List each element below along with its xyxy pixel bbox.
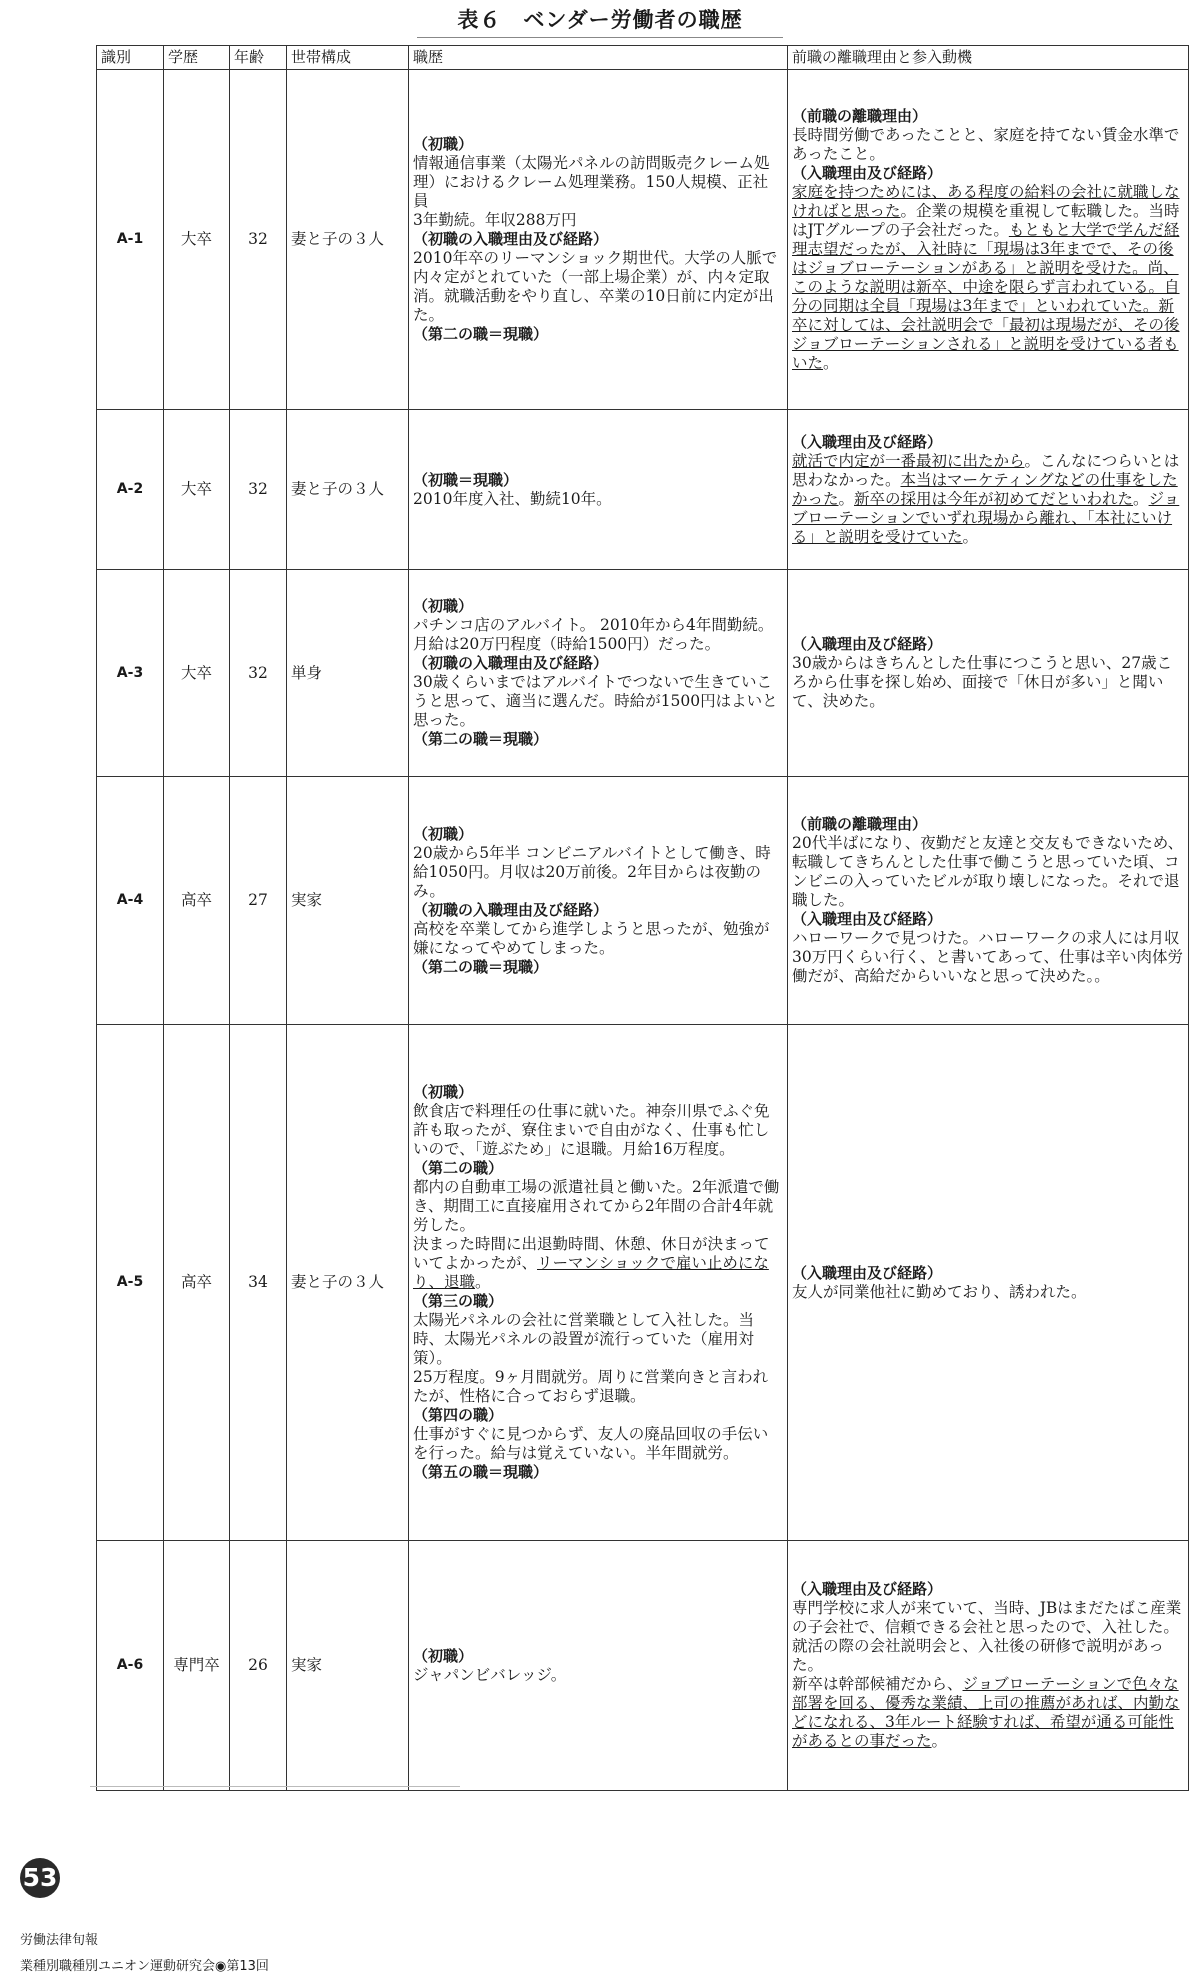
section-heading: （初職の入職理由及び経路）: [413, 900, 609, 919]
publication-name: 労働法律旬報: [20, 1933, 99, 1948]
text-paragraph: [413, 211, 783, 230]
cell-household: 妻と子の３人: [287, 410, 409, 570]
text-run: 。企業の規模を重視して転職した。当時はJTグループの子会社だった。: [792, 201, 1180, 239]
text-paragraph: [792, 183, 1184, 373]
series-title: 業種別職種別ユニオン運動研究会◉第13回: [20, 1959, 269, 1974]
text-paragraph: [413, 1178, 783, 1235]
cell-age: 26: [230, 1541, 287, 1791]
header-age: 年齢: [230, 46, 287, 70]
cell-education: 高卒: [164, 1025, 230, 1541]
text-run: 25万程度。9ヶ月間就労。周りに営業向きと言われたが、性格に合っておらず退職。: [413, 1368, 769, 1405]
cell-reason: [788, 70, 1189, 410]
section-heading: （第四の職）: [413, 1406, 504, 1424]
cell-id: A-3: [97, 570, 164, 777]
cell-household: 実家: [287, 777, 409, 1025]
text-paragraph: [413, 154, 783, 211]
text-run: 2010年卒のリーマンショック期世代。大学の人脈で内々定がとれていた（一部上場企業）が、内々定取消。就職活動をやり直し、卒業の10日前に内定が出た。: [413, 249, 778, 324]
section-heading: （初職）: [413, 824, 474, 843]
section-heading: （前職の離職理由）: [792, 106, 928, 125]
text-paragraph: [413, 249, 783, 325]
table-row: [97, 1025, 1189, 1541]
text-run: 。こんなにつらいとは思わなかった。: [792, 451, 1180, 489]
section-heading: （第二の職＝現職）: [413, 325, 549, 343]
text-run: 決まった時間に出退勤時間、休憩、休日が決まっていてよかったが、: [413, 1235, 770, 1272]
section-heading: （初職）: [413, 1083, 474, 1101]
section-heading: （初職）: [413, 597, 474, 615]
text-run: 。: [838, 489, 855, 508]
header-id: 識別: [97, 46, 164, 70]
text-run: 。: [962, 527, 979, 546]
text-run: 長時間労働であったことと、家庭を持てない賃金水準であったこと。: [792, 125, 1180, 163]
cell-education: 大卒: [164, 570, 230, 777]
cell-career: [409, 70, 788, 410]
cell-household: 実家: [287, 1541, 409, 1791]
section-heading: （入職理由及び経路）: [792, 163, 943, 182]
cell-career: [409, 570, 788, 777]
underlined-text: ジョブローテーションでいずれ現場から離れ、「本社にいける」と説明を受けていた: [792, 489, 1180, 546]
section-heading: （入職理由及び経路）: [792, 1580, 943, 1598]
text-run: 新卒は幹部候補だから、: [792, 1675, 963, 1693]
text-paragraph: [792, 1283, 1184, 1302]
text-run: 飲食店で料理任の仕事に就いた。神奈川県でふぐ免許も取ったが、寮住まいで自由がなく、仕事も忙しいので、「遊ぶため」に退職。月給16万程度。: [413, 1102, 770, 1158]
table-row: [97, 410, 1189, 570]
text-paragraph: [413, 844, 783, 901]
text-paragraph: [413, 920, 783, 958]
cell-education: 高卒: [164, 777, 230, 1025]
cell-age: 32: [230, 410, 287, 570]
text-run: 2010年度入社、勤続10年。: [413, 489, 612, 508]
text-run: パチンコ店のアルバイト。 2010年から4年間勤続。 月給は20万円程度（時給1500円）だった。: [413, 616, 774, 653]
text-run: 就活の際の会社説明会と、入社後の研修で説明があった。: [792, 1637, 1164, 1674]
section-heading: （前職の離職理由）: [792, 815, 928, 833]
cell-reason: [788, 777, 1189, 1025]
cell-reason: [788, 1025, 1189, 1541]
text-run: 都内の自動車工場の派遣社員と働いた。2年派遣で働き、期間工に直接雇用されてから2年間の合計4年就労した。: [413, 1178, 780, 1234]
cell-household: 単身: [287, 570, 409, 777]
text-paragraph: [413, 673, 783, 730]
cell-career: [409, 410, 788, 570]
underlined-text: 新卒の採用は今年が初めてだといわれた: [854, 489, 1134, 508]
section-heading: （第二の職）: [413, 1159, 504, 1177]
text-paragraph: [792, 654, 1184, 711]
text-run: 30歳くらいまではアルバイトでつないで生きていこうと思って、適当に選んだ。時給が1500円はよいと思った。: [413, 673, 778, 729]
text-run: ハローワークで見つけた。ハローワークの求人には月収30万円くらい行く、と書いてあって、仕事は辛い肉体労働だが、高給だからいいなと思って決めた。。: [792, 929, 1183, 985]
cell-education: 大卒: [164, 70, 230, 410]
section-heading: （第五の職＝現職）: [413, 1463, 549, 1481]
page-number-badge: 53: [20, 1858, 60, 1898]
underlined-text: ジョブローテーションで色々な部署を回る、優秀な業績、上司の推薦があれば、内勤などになれる、3年ルート経験すれば、希望が通る可能性があるとの事だった: [792, 1675, 1180, 1750]
cell-id: A-4: [97, 777, 164, 1025]
text-run: 20代半ばになり、夜勤だと友達と交友もできないため、転職してきちんとした仕事で働こうと思っていた頃、コンビニの入っていたビルが取り壊しになった。それで退職した。: [792, 834, 1184, 909]
section-heading: （第二の職＝現職）: [413, 730, 549, 748]
cell-id: A-1: [97, 70, 164, 410]
header-education: 学歴: [164, 46, 230, 70]
cell-career: [409, 1541, 788, 1791]
section-heading: （入職理由及び経路）: [792, 432, 943, 451]
cell-id: A-5: [97, 1025, 164, 1541]
text-paragraph: [792, 126, 1184, 164]
text-paragraph: [792, 1675, 1184, 1751]
section-heading: （入職理由及び経路）: [792, 1263, 943, 1282]
cell-career: [409, 1025, 788, 1541]
underlined-text: 本当はマーケティングなどの仕事をしたかった: [792, 470, 1178, 508]
cell-age: 27: [230, 777, 287, 1025]
section-heading: （入職理由及び経路）: [792, 910, 943, 928]
cell-education: 専門卒: [164, 1541, 230, 1791]
text-paragraph: [413, 1666, 783, 1685]
table-title: 表６ ベンダー労働者の職歴: [417, 4, 782, 38]
section-heading: （初職）: [413, 1646, 474, 1665]
text-run: 。: [1133, 489, 1149, 508]
underlined-text: もともと大学で学んだ経理志望だったが、入社時に「現場は3年までで、その後はジョブローテーションがある」と説明を受けた。: [792, 220, 1180, 277]
section-heading: （初職＝現職）: [413, 470, 519, 489]
text-run: 仕事がすぐに見つからず、友人の廃品回収の手伝いを行った。給与は覚えていない。半年間就労。: [413, 1425, 769, 1462]
career-table: [96, 45, 1189, 1791]
cell-age: 34: [230, 1025, 287, 1541]
text-paragraph: [413, 490, 783, 509]
underlined-text: 就活で内定が一番最初に出たから: [792, 451, 1025, 470]
text-paragraph: [792, 929, 1184, 986]
text-paragraph: [413, 1102, 783, 1159]
text-paragraph: [413, 1368, 783, 1406]
text-run: 友人が同業他社に勤めており、誘われた。: [792, 1282, 1087, 1301]
table-row: [97, 1541, 1189, 1791]
underlined-text: 家庭を持つためには、ある程度の給料の会社に就職しなければと思った: [792, 182, 1180, 220]
table-title-wrap: [0, 4, 1200, 38]
header-reason: 前職の離職理由と参入動機: [788, 46, 1189, 70]
text-run: 3年勤続。年収288万円: [413, 211, 577, 229]
text-run: 専門学校に求人が来ていて、当時、JBはまだたばこ産業の子会社で、信頼できる会社と思ったので、入社した。: [792, 1599, 1182, 1636]
cell-reason: [788, 410, 1189, 570]
cell-education: 大卒: [164, 410, 230, 570]
text-paragraph: [792, 834, 1184, 910]
text-paragraph: [792, 1599, 1184, 1637]
text-run: 20歳から5年半 コンビニアルバイトとして働き、時給1050円。月収は20万前後。2年目からは夜勤のみ。: [413, 843, 771, 900]
cell-id: A-2: [97, 410, 164, 570]
header-household: 世帯構成: [287, 46, 409, 70]
section-heading: （第二の職＝現職）: [413, 957, 549, 976]
underlined-text: 尚、このような説明は新卒、中途を限らず言われている。自分の同期は全員「現場は3年まで」といわれていた。新卒に対しては、会社説明会で「最初は現場だが、その後ジョブローテーションされる」と説明を受けている者もいた: [792, 258, 1180, 372]
text-run: 太陽光パネルの会社に営業職として入社した。当時、太陽光パネルの設置が流行っていた（雇用対策）。: [413, 1311, 755, 1367]
text-paragraph: [413, 1311, 783, 1368]
cell-age: 32: [230, 570, 287, 777]
text-run: 。: [823, 353, 839, 372]
text-run: 30歳からはきちんとした仕事につこうと思い、27歳ころから仕事を探し始め、面接で「休日が多い」と聞いて、決めた。: [792, 654, 1173, 710]
text-paragraph: [413, 1235, 783, 1292]
section-heading: （入職理由及び経路）: [792, 635, 943, 653]
cell-age: 32: [230, 70, 287, 410]
section-heading: （第三の職）: [413, 1292, 504, 1310]
table-row: [97, 570, 1189, 777]
text-paragraph: [792, 452, 1184, 547]
table-row: [97, 70, 1189, 410]
section-heading: （初職）: [413, 135, 474, 153]
table-header-row: [97, 46, 1189, 70]
text-paragraph: [413, 616, 783, 654]
table-bottom-rule: [90, 1786, 460, 1787]
text-paragraph: [413, 1425, 783, 1463]
underlined-text: リーマンショックで雇い止めになり、退職: [413, 1254, 769, 1291]
header-career: 職歴: [409, 46, 788, 70]
text-run: 情報通信事業（太陽光パネルの訪問販売クレーム処理）におけるクレーム処理業務。150人規模、正社員: [413, 154, 770, 210]
text-run: 高校を卒業してから進学しようと思ったが、勉強が嫌になってやめてしまった。: [413, 919, 770, 957]
text-paragraph: [792, 1637, 1184, 1675]
cell-reason: [788, 1541, 1189, 1791]
cell-household: 妻と子の３人: [287, 70, 409, 410]
cell-reason: [788, 570, 1189, 777]
cell-household: 妻と子の３人: [287, 1025, 409, 1541]
text-run: 。: [475, 1273, 491, 1291]
table-row: [97, 777, 1189, 1025]
section-heading: （初職の入職理由及び経路）: [413, 654, 609, 672]
section-heading: （初職の入職理由及び経路）: [413, 230, 609, 248]
cell-career: [409, 777, 788, 1025]
text-run: ジャパンビバレッジ。: [413, 1665, 567, 1684]
text-run: 。: [931, 1732, 948, 1750]
cell-id: A-6: [97, 1541, 164, 1791]
